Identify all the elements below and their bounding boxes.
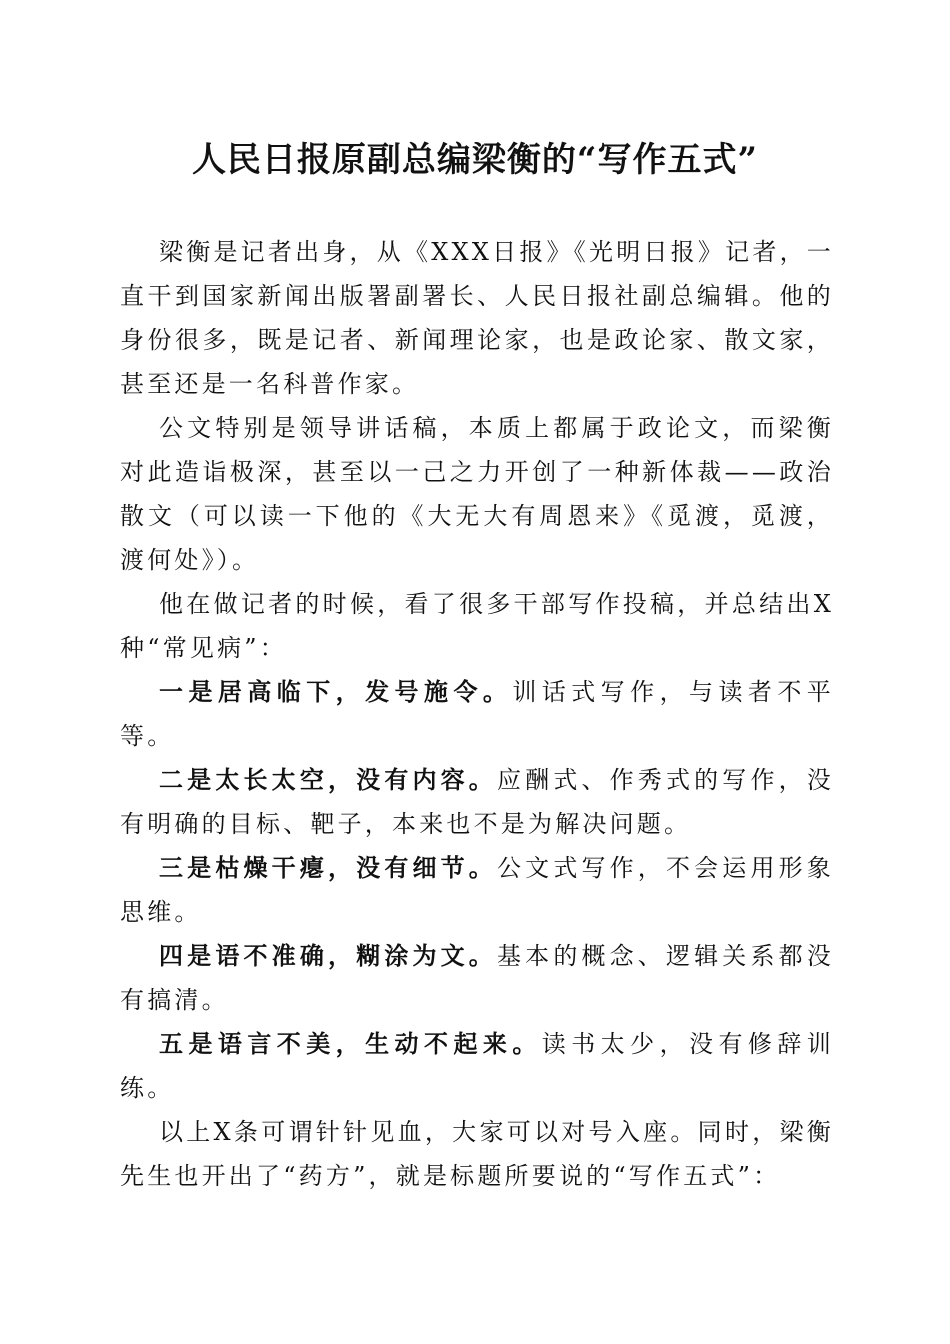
paragraph-lead: 一是居高临下，发号施令。 [159, 677, 513, 706]
paragraph-text: 以上X条可谓针针见血，大家可以对号入座。同时，梁衡先生也开出了“药方”，就是标题所要说的“写作五式”： [120, 1118, 834, 1190]
paragraph-text: 公文特别是领导讲话稿，本质上都属于政论文，而梁衡对此造诣极深，甚至以一己之力开创了一种新体裁——政治散文（可以读一下他的《大无大有周恩来》《觅渡，觅渡，渡何处》）。 [120, 414, 834, 574]
paragraph-problem-2 [120, 758, 834, 846]
paragraph-text: 基本的概念、逻辑关系都没有搞清。 [120, 942, 834, 1014]
paragraph-text: 梁衡是记者出身，从《XXX日报》《光明日报》记者，一直干到国家新闻出版署副署长、人民日报社副总编辑。他的身份很多，既是记者、新闻理论家，也是政论家、散文家，甚至还是一名科普作家。 [120, 238, 834, 398]
paragraph-lead: 三是枯燥干瘪，没有细节。 [159, 853, 497, 882]
paragraph-conclusion [120, 1110, 834, 1198]
paragraph-lead: 四是语不准确，糊涂为文。 [159, 941, 497, 970]
paragraph-political-essay [120, 406, 834, 582]
paragraph-lead: 二是太长太空，没有内容。 [159, 765, 497, 794]
paragraph-problem-4 [120, 934, 834, 1022]
paragraph-lead: 五是语言不美，生动不起来。 [159, 1029, 542, 1058]
paragraph-text: 他在做记者的时候，看了很多干部写作投稿，并总结出X种“常见病”： [120, 590, 834, 662]
paragraph-common-problems [120, 582, 834, 670]
paragraph-problem-1 [120, 670, 834, 758]
document-body [120, 230, 834, 1198]
paragraph-problem-5 [120, 1022, 834, 1110]
paragraph-text: 公文式写作，不会运用形象思维。 [120, 854, 834, 926]
paragraph-text: 训话式写作，与读者不平等。 [120, 678, 834, 750]
document-title: 人民日报原副总编梁衡的“写作五式” [191, 140, 759, 180]
paragraph-text: 应酬式、作秀式的写作，没有明确的目标、靶子，本来也不是为解决问题。 [120, 766, 834, 838]
paragraph-intro [120, 230, 834, 406]
paragraph-text: 读书太少，没有修辞训练。 [120, 1030, 835, 1102]
paragraph-problem-3 [120, 846, 834, 934]
